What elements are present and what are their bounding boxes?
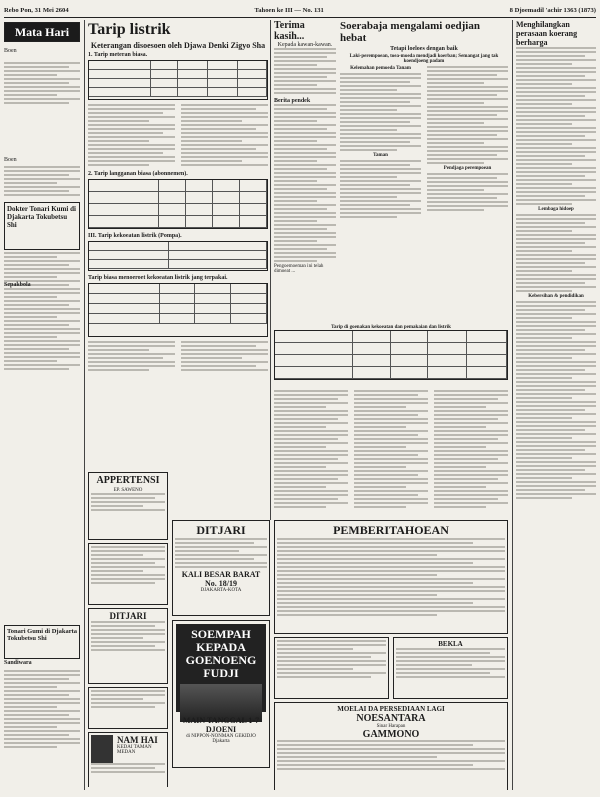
ad-title: GAMMONO: [362, 729, 420, 740]
ad-title: DITJARI: [196, 523, 246, 537]
sub-heading: Kelemahan pemoeda Tanam: [350, 66, 411, 71]
ad: [88, 543, 168, 605]
lead: Laki-perempoean, toea-moeda mendjadi koerban; Semangat jang tak koendjoeng padam: [349, 54, 499, 64]
sub-heading: Pendjaga perempoean: [443, 166, 492, 171]
sub-heading: Lembaga hidoep: [538, 207, 574, 212]
center-column: [274, 20, 336, 320]
ad: [88, 472, 168, 540]
ad-brand: Sinar Harapan: [376, 724, 406, 729]
ad-title: NOESANTARA: [356, 713, 426, 724]
sub-heading: Boen: [4, 48, 17, 54]
ad-title: SOEMPAH KEPADA GOENOENG FUDJI: [185, 627, 257, 680]
table-title: Tarip biasa menoeroet kekoeatan listrik jang terpakai.: [88, 275, 228, 281]
ad-city: Djakarta: [212, 739, 230, 744]
center-left-column: [88, 20, 268, 470]
table-title: III. Tarip kekoeatan listrik (Pompa).: [88, 233, 182, 239]
headline-box: Tonari Gumi di Djakarta Tokubetsu Shi: [4, 625, 80, 659]
deck: Tetapi loeloes dengan baik: [390, 46, 458, 52]
ad-title: APPERTENSI: [96, 475, 160, 486]
headline: Soerabaja mengalami oedjian hebat: [340, 20, 480, 44]
masthead-right: 8 Djoemadil 'achir 1363 (1873): [509, 6, 596, 14]
ad-title: NAM HAI: [117, 735, 158, 745]
table-title: 1. Tarip meteran biasa.: [88, 52, 148, 58]
ad: [172, 620, 270, 768]
headline: Sandiwara: [4, 660, 32, 666]
left-column: [4, 20, 80, 791]
ad: [274, 520, 508, 634]
ad-portrait: [91, 735, 113, 763]
sub-heading: Boen: [4, 157, 17, 163]
ad: [274, 702, 508, 790]
sub-heading: Taman: [373, 153, 388, 158]
sub-heading: Kebersihan & pendidikan: [528, 294, 584, 299]
table: [88, 179, 268, 229]
section-title: Berita pendek: [274, 98, 311, 104]
ad: [88, 732, 168, 787]
ad: [88, 687, 168, 729]
ad-sub: KALI BESAR BARAT No. 18/19: [181, 570, 261, 588]
ad: [393, 637, 508, 699]
table: [88, 241, 268, 271]
ad: [172, 520, 270, 616]
note: Pengoemoeman ini telah dimoeat ...: [274, 264, 324, 274]
headline: Terima kasih...: [274, 20, 305, 42]
ad-title: DITJARI: [109, 611, 147, 621]
table-title: 2. Tarip langganan biasa (abonnemen).: [88, 171, 188, 177]
ad-banner: [176, 624, 266, 712]
table: [88, 283, 268, 337]
ad-body: EP. SAWENO: [113, 488, 143, 493]
rates-table: [274, 325, 508, 385]
ad-city: DJAKARTA-KOTA: [200, 588, 242, 593]
table-title: Tarip di goenakan kekoeatan dan pemakaian dan listrik: [331, 325, 451, 330]
subhead: Kepada kawan-kawan.: [277, 42, 333, 48]
ads-center: [172, 520, 270, 790]
story-continuation: [274, 390, 508, 525]
column-divider: [270, 20, 271, 520]
ads-right: [274, 520, 508, 790]
headline: Sepakbola: [4, 282, 31, 288]
right-column: [516, 20, 596, 790]
table: [88, 60, 268, 100]
ad-place: di NIPPON-NONMAN GEKIDJO: [186, 734, 256, 739]
column-divider: [84, 20, 85, 790]
ad-sub: MAIN TANGGAL 1-7 DJOENI: [182, 716, 260, 734]
ad: [88, 608, 168, 684]
ad-title: PEMBERITAHOEAN: [333, 523, 449, 537]
section-header: Mata Hari: [4, 22, 80, 42]
headline: Tarip listrik: [88, 21, 171, 38]
ad-sub: KEDAI TAMAN MEDAN: [117, 745, 152, 755]
column-divider: [512, 20, 513, 790]
subheadline: Keterangan disoesoen oleh Djawa Denki Zigyo Sha: [90, 41, 266, 50]
masthead-center: Tahoen ke III — No. 131: [254, 6, 324, 14]
ad: [274, 637, 389, 699]
ads-left: [88, 472, 168, 787]
ad-title: BEKLA: [438, 640, 463, 648]
masthead-left: Rebo Pon, 31 Mei 2604: [4, 6, 69, 14]
headline: Menghilangkan perasaan koerang berharga: [516, 20, 578, 47]
table: [274, 330, 508, 380]
headline-box: Dokter Tonari Kumi di Djakarta Tokubetsu Shi: [4, 202, 80, 250]
masthead: [4, 3, 596, 18]
lead-story: [340, 20, 508, 320]
ad-title: MOELAI DA PERSEDIAAN LAGI: [337, 705, 445, 713]
